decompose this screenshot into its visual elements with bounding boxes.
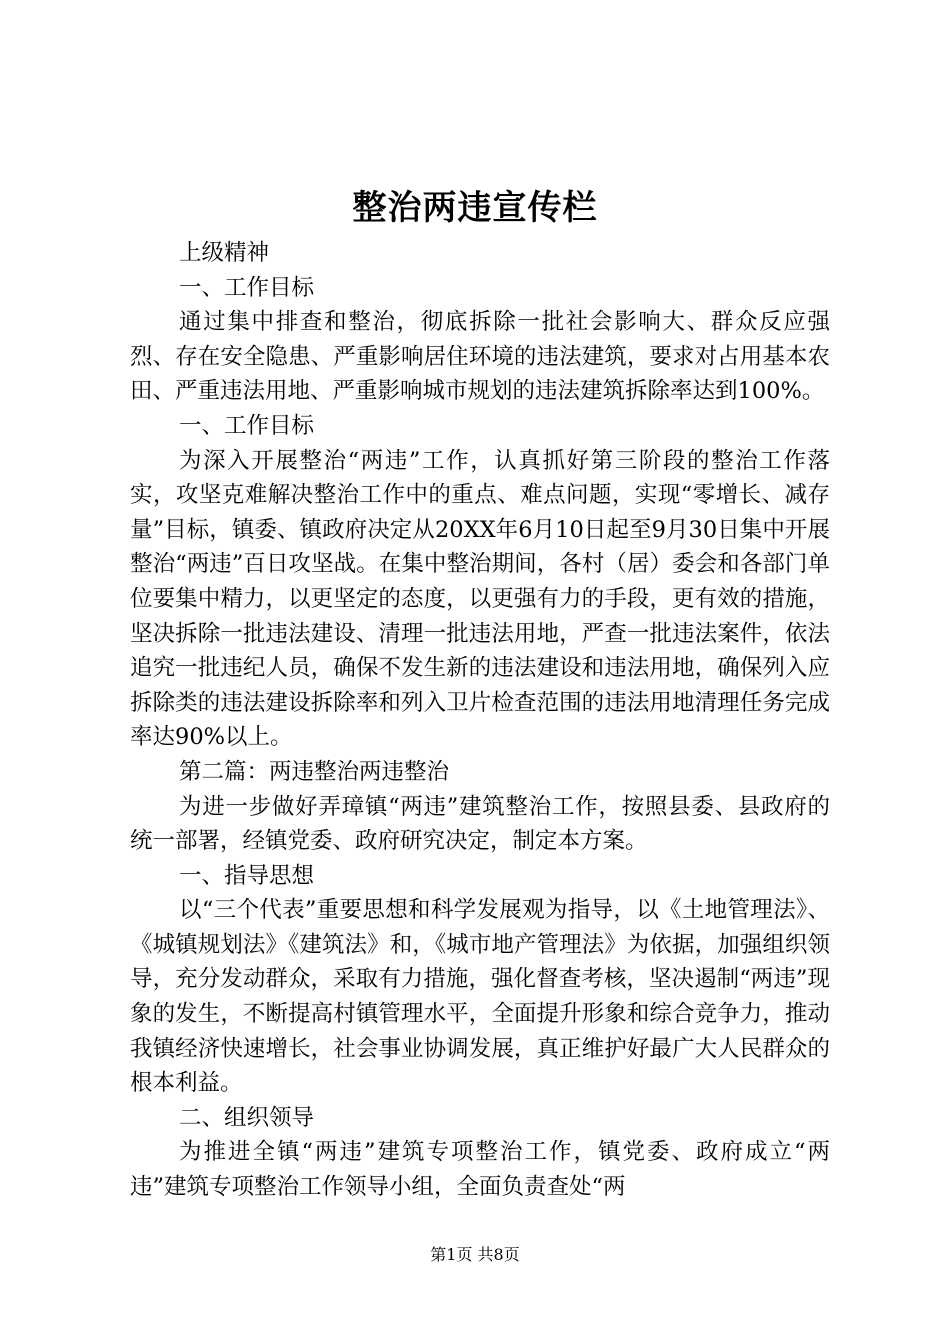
section-heading: 一、指导思想 bbox=[179, 862, 315, 889]
page-footer: 第1页 共8页 bbox=[430, 1245, 520, 1264]
document-body bbox=[130, 236, 830, 1205]
section-heading: 二、组织领导 bbox=[179, 1104, 315, 1131]
page-title: 整治两违宣传栏 bbox=[352, 188, 598, 228]
section-heading: 一、工作目标 bbox=[179, 412, 315, 439]
paragraph: 为进一步做好弄璋镇“两违”建筑整治工作，按照县委、县政府的统一部署，经镇党委、政府研究决定，制定本方案。 bbox=[130, 793, 830, 855]
paragraph: 上级精神 bbox=[179, 240, 270, 266]
paragraph: 为深入开展整治“两违”工作，认真抓好第三阶段的整治工作落实，攻坚克难解决整治工作中的重点、难点问题，实现“零增长、减存量”目标，镇委、镇政府决定从20XX年6月10日起至9月30日集中开展整治“两违”百日攻坚战。在集中整治期间，各村（居）委会和各部门单位要集中精力，以更坚定的态度，以更强有力的手段，更有效的措施，坚决拆除一批违法建设、清理一批违法用地，严查一批违法案件，依法追究一批违纪人员，确保不发生新的违法建设和违法用地，确保列入应拆除类的违法建设拆除率和列入卫片检查范围的违法用地清理任务完成率达90%以上。 bbox=[130, 447, 830, 751]
paragraph: 为推进全镇“两违”建筑专项整治工作，镇党委、政府成立“两违”建筑专项整治工作领导小组，全面负责查处“两 bbox=[130, 1139, 830, 1201]
paragraph: 通过集中排查和整治，彻底拆除一批社会影响大、群众反应强烈、存在安全隐患、严重影响居住环境的违法建筑，要求对占用基本农田、严重违法用地、严重影响城市规划的违法建筑拆除率达到100%。 bbox=[130, 309, 830, 405]
chapter-heading: 第二篇：两违整治两违整治 bbox=[179, 758, 450, 785]
paragraph: 以“三个代表”重要思想和科学发展观为指导，以《土地管理法》、《城镇规划法》《建筑法》和，《城市地产管理法》为依据，加强组织领导，充分发动群众，采取有力措施，强化督查考核，坚决遏制“两违”现象的发生，不断提高村镇管理水平，全面提升形象和综合竞争力，推动我镇经济快速增长，社会事业协调发展，真正维护好最广大人民群众的根本利益。 bbox=[130, 897, 830, 1097]
section-heading: 一、工作目标 bbox=[179, 274, 315, 301]
